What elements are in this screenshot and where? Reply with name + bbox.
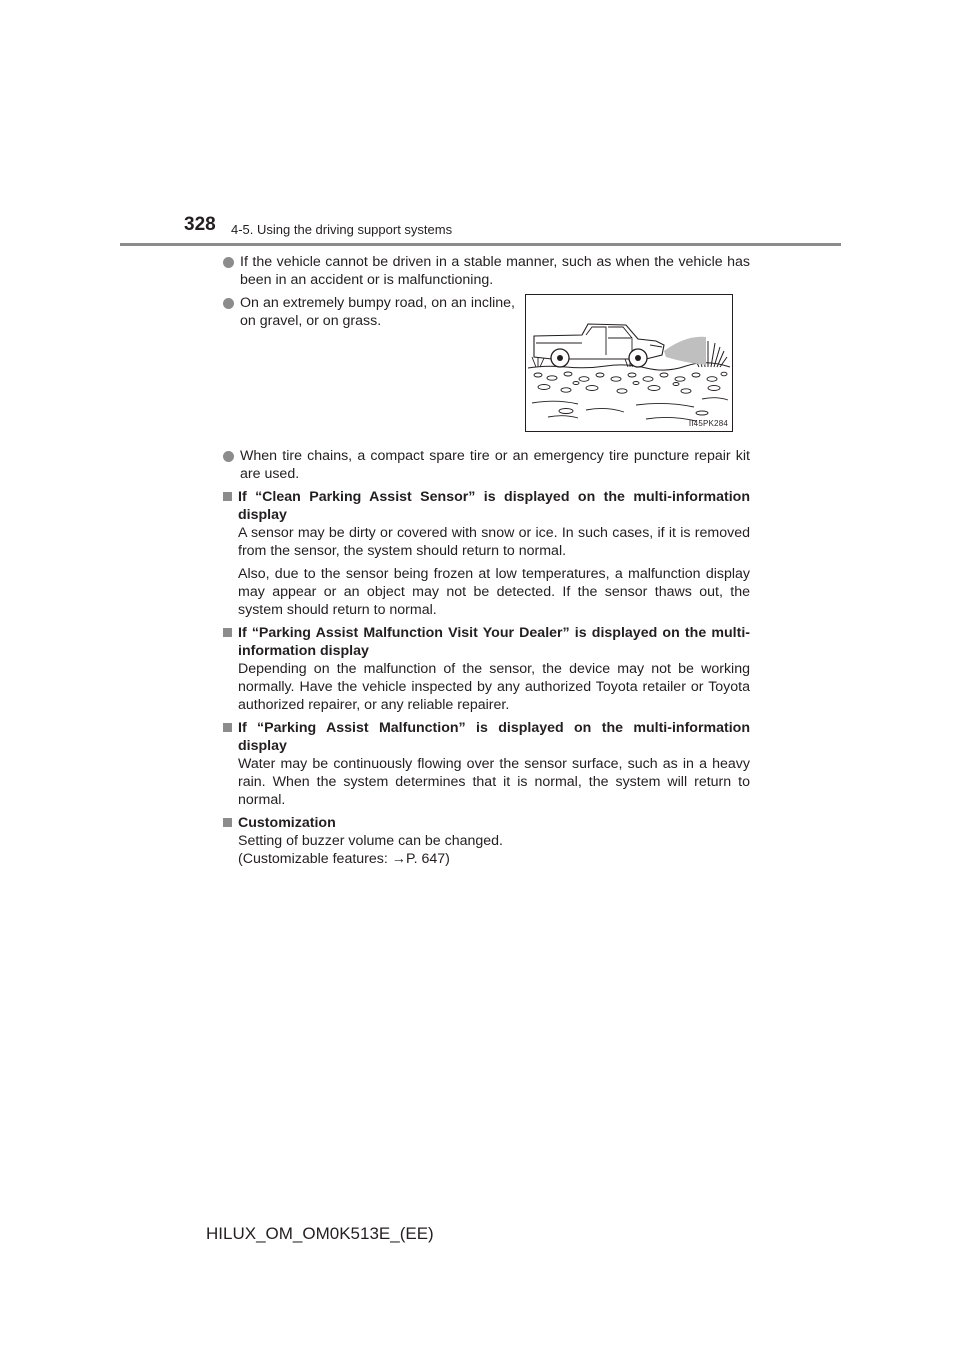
page-content [222,253,750,873]
bullet-item [222,294,515,330]
heading-text: If “Parking Assist Malfunction Visit Your Dealer” is displayed on the multi-information display [238,625,750,659]
section-title: 4-5. Using the driving support systems [231,222,453,237]
bullet-text: If the vehicle cannot be driven in a stable manner, such as when the vehicle has been in an accident or is malfunctioning. [240,254,750,288]
paragraph: Also, due to the sensor being frozen at low temperatures, a malfunction display may appear or an object may not be detected. If the sensor thaws out, the system should return to normal. [238,566,750,618]
page-number: 328 [184,214,216,235]
bullet-dot-icon [223,257,234,268]
paragraph: A sensor may be dirty or covered with snow or ice. In such cases, if it is removed from the sensor, the system should return to normal. [238,525,750,559]
bullet-dot-icon [223,451,234,462]
bullet-text: On an extremely bumpy road, on an incline, on gravel, or on grass. [240,295,515,329]
section-heading [222,488,750,524]
customization-line: Setting of buzzer volume can be changed. [238,833,504,849]
figure-code: II45PK284 [688,419,728,428]
heading-text: If “Clean Parking Assist Sensor” is displayed on the multi-information display [238,489,750,523]
heading-square-icon [223,628,232,637]
section-heading [222,719,750,755]
rough-road-illustration [525,294,733,432]
header-divider [120,243,841,246]
paragraph: Depending on the malfunction of the sensor, the device may not be working normally. Have the vehicle inspected by any authorized Toyota retailer or Toyota authorized repairer, or any reliable repairer. [238,661,750,713]
bullet-text: When tire chains, a compact spare tire or an emergency tire puncture repair kit are used. [240,448,750,482]
heading-text: If “Parking Assist Malfunction” is displayed on the multi-information display [238,720,750,754]
section-heading [222,624,750,660]
bullet-item [222,447,750,483]
heading-text: Customization [238,815,336,831]
heading-square-icon [223,492,232,501]
heading-square-icon [223,818,232,827]
section-heading [222,814,750,832]
pickup-on-rough-road-icon [526,295,732,431]
bullet-dot-icon [223,298,234,309]
bullet-with-illustration [222,294,750,441]
bullet-item [222,253,750,289]
paragraph: Water may be continuously flowing over the sensor surface, such as in a heavy rain. When the system determines that it is normal, the system will return to normal. [238,756,750,808]
customization-reference-link[interactable]: (Customizable features: →P. 647) [238,851,450,867]
heading-square-icon [223,723,232,732]
paragraph [222,832,750,868]
document-id-footer: HILUX_OM_OM0K513E_(EE) [206,1224,434,1243]
